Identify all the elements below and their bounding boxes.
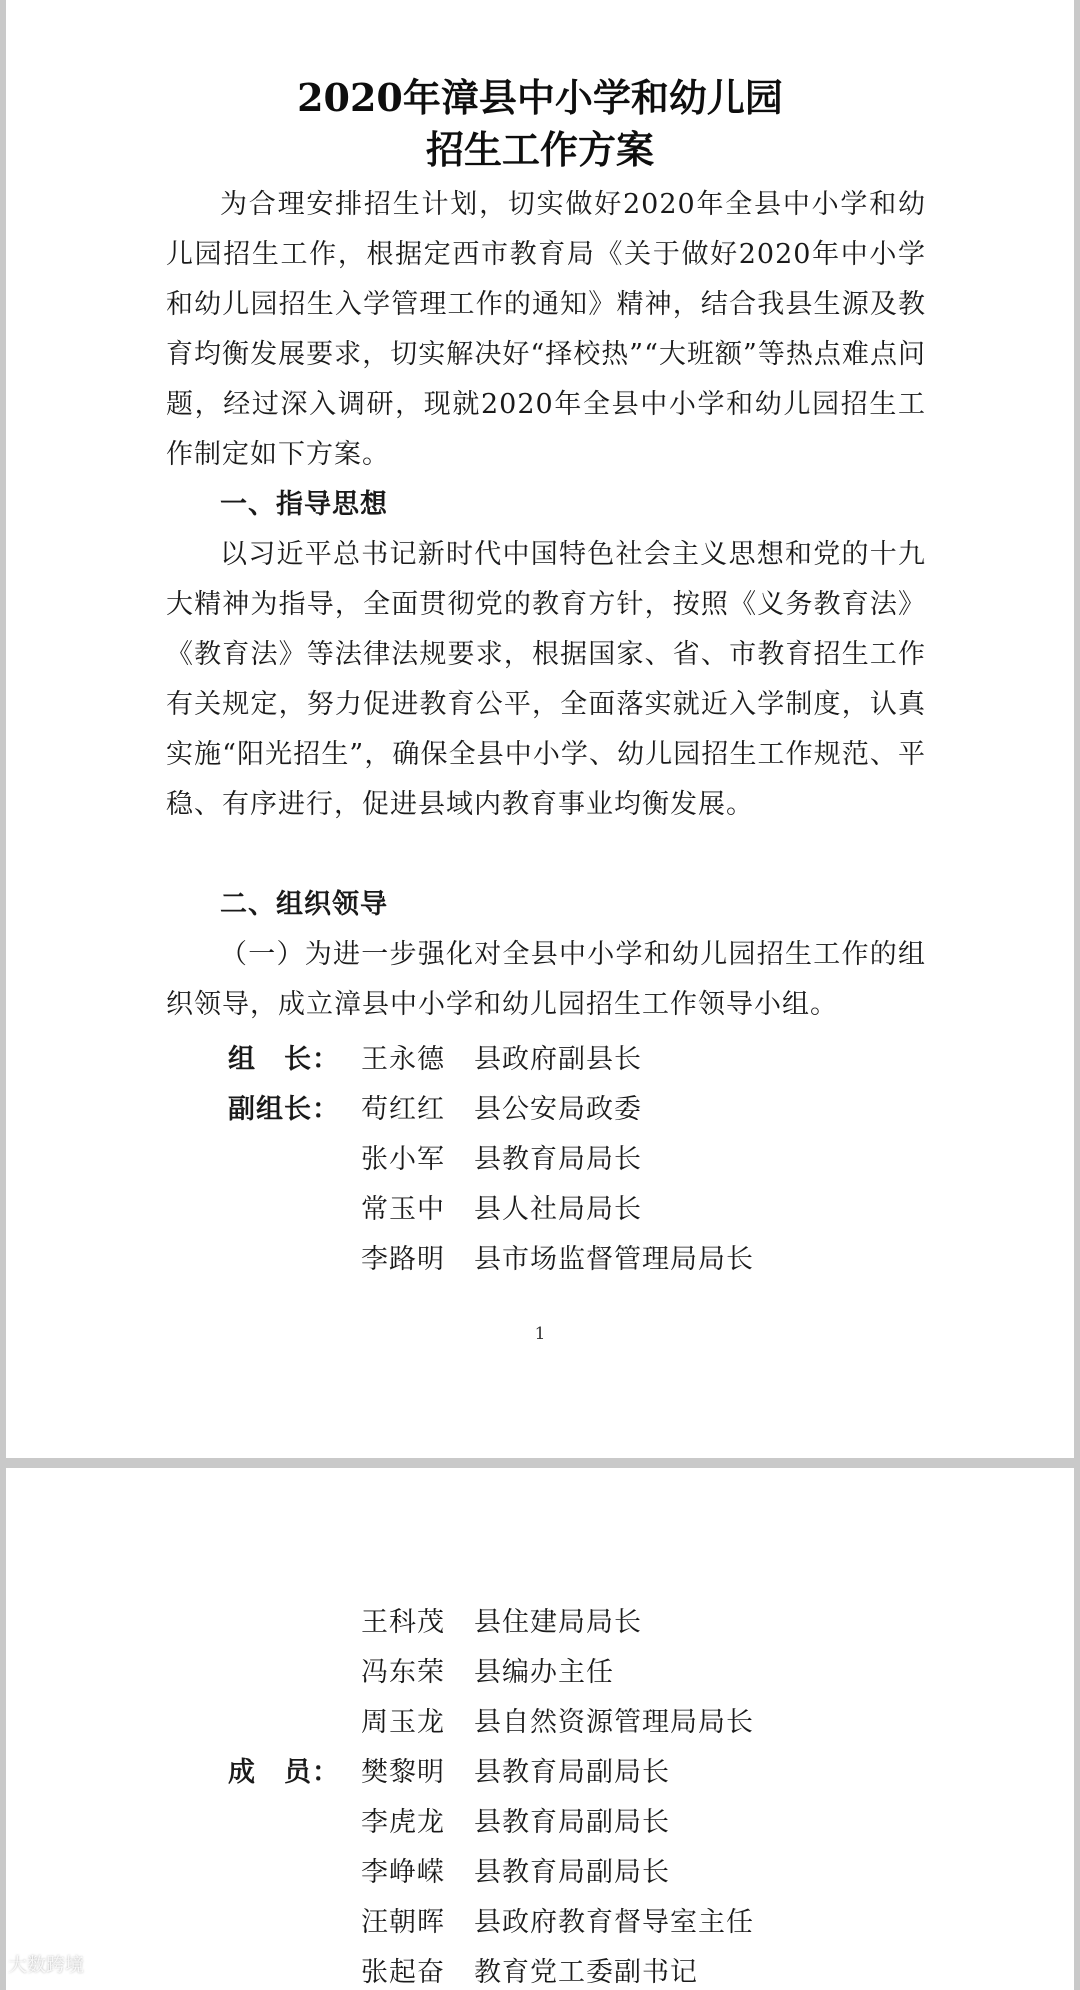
member-name: 张起奋 bbox=[361, 1957, 445, 1988]
member-post: 教育党工委副书记 bbox=[474, 1957, 698, 1988]
section-2-heading: 二、组织领导 bbox=[220, 889, 388, 920]
member-name: 张小军 bbox=[361, 1144, 445, 1175]
member-post: 县政府教育督导室主任 bbox=[474, 1907, 754, 1938]
member-role: 成 员： bbox=[228, 1757, 340, 1788]
page-number: 1 bbox=[534, 1324, 546, 1344]
member-name: 李峥嵘 bbox=[361, 1857, 445, 1888]
watermark-logo: 大数跨境 bbox=[8, 1954, 85, 1976]
document-page-2 bbox=[6, 1468, 1074, 1990]
document-title-line-2: 招生工作方案 bbox=[425, 127, 654, 172]
member-post: 县公安局政委 bbox=[474, 1094, 642, 1125]
section-1-paragraph: 以习近平总书记新时代中国特色社会主义思想和党的十九大精神为指导，全面贯彻党的教育方针，按照《义务教育法》《教育法》等法律法规要求，根据国家、省、市教育招生工作有关规定，努力促进教育公平，全面落实就近入学制度，认真实施“阳光招生”，确保全县中小学、幼儿园招生工作规范、平稳、有序进行，促进县域内教育事业均衡发展。 bbox=[166, 539, 926, 820]
member-post: 县市场监督管理局局长 bbox=[474, 1244, 754, 1275]
member-name: 樊黎明 bbox=[361, 1757, 445, 1788]
member-post: 县教育局副局长 bbox=[474, 1757, 670, 1788]
member-name: 李路明 bbox=[361, 1244, 445, 1275]
member-name: 王永德 bbox=[361, 1044, 445, 1075]
member-post: 县编办主任 bbox=[474, 1657, 614, 1688]
member-name: 周玉龙 bbox=[361, 1707, 445, 1738]
member-post: 县教育局副局长 bbox=[474, 1807, 670, 1838]
member-name: 李虎龙 bbox=[361, 1807, 445, 1838]
member-post: 县住建局局长 bbox=[474, 1607, 642, 1638]
member-post: 县政府副县长 bbox=[474, 1044, 642, 1075]
section-2-paragraph: （一）为进一步强化对全县中小学和幼儿园招生工作的组织领导，成立漳县中小学和幼儿园招生工作领导小组。 bbox=[166, 939, 926, 1020]
document-page-1 bbox=[6, 0, 1074, 1458]
member-post: 县自然资源管理局局长 bbox=[474, 1707, 754, 1738]
member-post: 县教育局副局长 bbox=[474, 1857, 670, 1888]
intro-paragraph: 为合理安排招生计划，切实做好2020年全县中小学和幼儿园招生工作，根据定西市教育局《关于做好2020年中小学和幼儿园招生入学管理工作的通知》精神，结合我县生源及教育均衡发展要求，切实解决好“择校热”“大班额”等热点难点问题，经过深入调研，现就2020年全县中小学和幼儿园招生工作制定如下方案。 bbox=[166, 189, 926, 470]
member-role: 组 长： bbox=[228, 1044, 340, 1075]
member-name: 常玉中 bbox=[361, 1194, 445, 1225]
member-name: 汪朝晖 bbox=[361, 1907, 445, 1938]
member-name: 冯东荣 bbox=[361, 1657, 445, 1688]
section-1-heading: 一、指导思想 bbox=[220, 489, 388, 520]
member-name: 王科茂 bbox=[361, 1607, 445, 1638]
document-title-line-1: 2020年漳县中小学和幼儿园 bbox=[297, 75, 783, 120]
member-post: 县人社局局长 bbox=[474, 1194, 642, 1225]
member-post: 县教育局局长 bbox=[474, 1144, 642, 1175]
member-role: 副组长： bbox=[228, 1094, 340, 1125]
member-name: 苟红红 bbox=[361, 1094, 445, 1125]
